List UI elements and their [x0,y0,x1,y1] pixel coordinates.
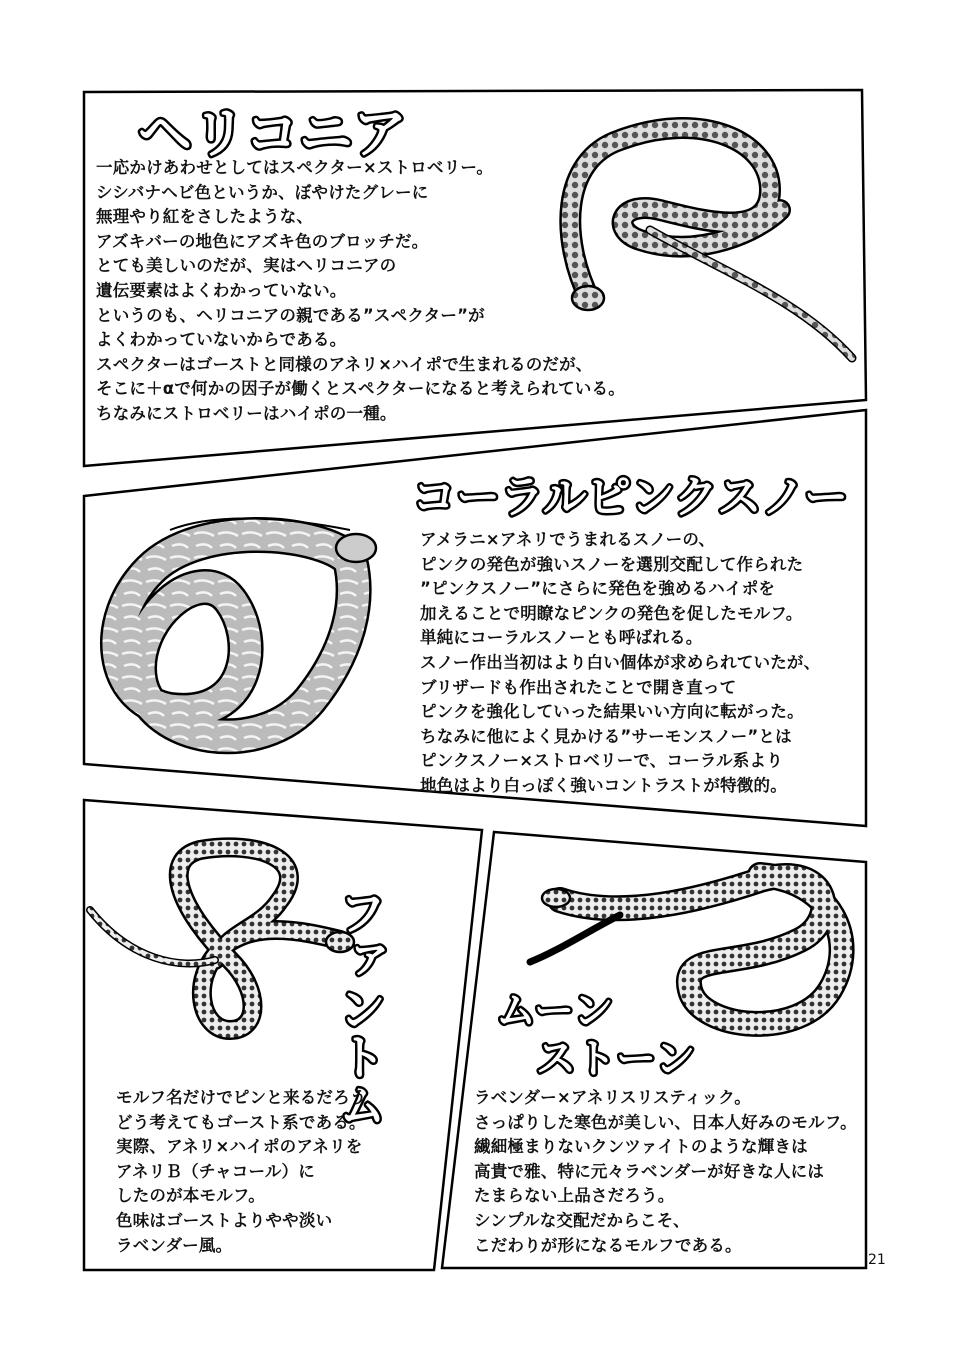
text-line: こだわりが形になるモルフである。 [474,1235,742,1255]
text-line: 繊細極まりないクンツァイトのような輝きは [474,1137,808,1157]
text-helikonia [96,156,625,427]
text-line: モルフ名だけでピンと来るだろう、 [116,1088,384,1107]
snake-illustration-coral [118,518,376,736]
text-line: ちなみにストロベリーはハイポの一種。 [96,403,397,423]
text-line: 色味はゴーストよりやや淡い [116,1210,333,1230]
text-line: というのも、ヘリコニアの親である”スペクター”が [96,305,485,325]
text-line: 地色はより白っぽく強いコントラストが特徴的。 [420,775,787,795]
text-line: よくわかっていないからである。 [96,330,347,350]
text-line: 加えることで明瞭なピンクの発色を促したモルフ。 [420,603,803,623]
text-line: ラベンダー風。 [116,1235,233,1255]
text-line: スペクターはゴーストと同様のアネリ×ハイポで生まれるのだが、 [96,354,593,374]
text-line: 遺伝要素はよくわかっていない。 [96,280,347,300]
title-moonstone [496,982,716,1086]
text-line: 単純にコーラルスノーとも呼ばれる。 [420,628,703,648]
text-line: 一応かけあわせとしてはスペクター×ストロベリー。 [96,158,494,177]
text-line: ピンクスノー×ストロベリーで、コーラル系より [420,751,783,771]
text-line: スノー作出当初はより白い個体が求められていたが、 [420,652,821,672]
text-line: シンプルな交配だからこそ、 [474,1210,690,1230]
snake-illustration-phantom [90,847,354,1030]
text-line: そこに＋αで何かの因子が働くとスペクターになると考えられている。 [96,379,625,399]
text-line: ピンクを強化していった結果いい方向に転がった。 [420,702,804,722]
text-line: 無理やり紅をさしたような、 [96,207,314,227]
text-phantom [116,1086,383,1258]
text-line: アメラニ×アネリでうまれるスノーの、 [420,530,716,549]
text-line: シシバナヘビ色というか、ぼやけたグレーに [96,182,429,202]
text-line: ”ピンクスノー”にさらに発色を強めるハイポを [420,579,776,599]
text-line: ラベンダー×アネリスリスティック。 [474,1088,751,1107]
page-number: 21 [868,1252,886,1268]
text-line: 実際、アネリ×ハイポのアネリを [116,1137,363,1157]
title-coral-text: コーラルピンクスノー [412,472,849,523]
title-moonstone-line1: ムーン [496,988,614,1034]
text-line: 高貴で雅、特に元々ラベンダーが好きな人には [474,1161,825,1181]
title-helikonia-text: ヘリコニア [138,102,407,165]
text-coral [420,528,820,799]
text-line: ブリザードも作出されたことで開き直って [420,677,737,697]
title-moonstone-line2: ストーン [536,1036,696,1082]
text-line: ピンクの発色が強いスノーを選別交配して作られた [420,554,804,574]
text-line: ちなみに他によく見かける”サーモンスノー”とは [420,726,792,746]
text-line: アズキバーの地色にアズキ色のブロッチだ。 [96,231,429,251]
title-phantom-text: ファントム [330,888,386,1128]
text-moonstone [474,1086,857,1258]
text-line: とても美しいのだが、実はヘリコニアの [96,256,397,276]
text-line: さっぱりした寒色が美しい、日本人好みのモルフ。 [474,1112,857,1132]
title-phantom [330,848,440,1128]
text-line: アネリＢ（チャコール）に [116,1161,315,1181]
title-coral [412,456,862,530]
text-line: どう考えてもゴースト系である。 [116,1112,366,1132]
text-line: したのが本モルフ。 [116,1186,265,1206]
text-line: たまらない上品さだろう。 [474,1186,675,1206]
